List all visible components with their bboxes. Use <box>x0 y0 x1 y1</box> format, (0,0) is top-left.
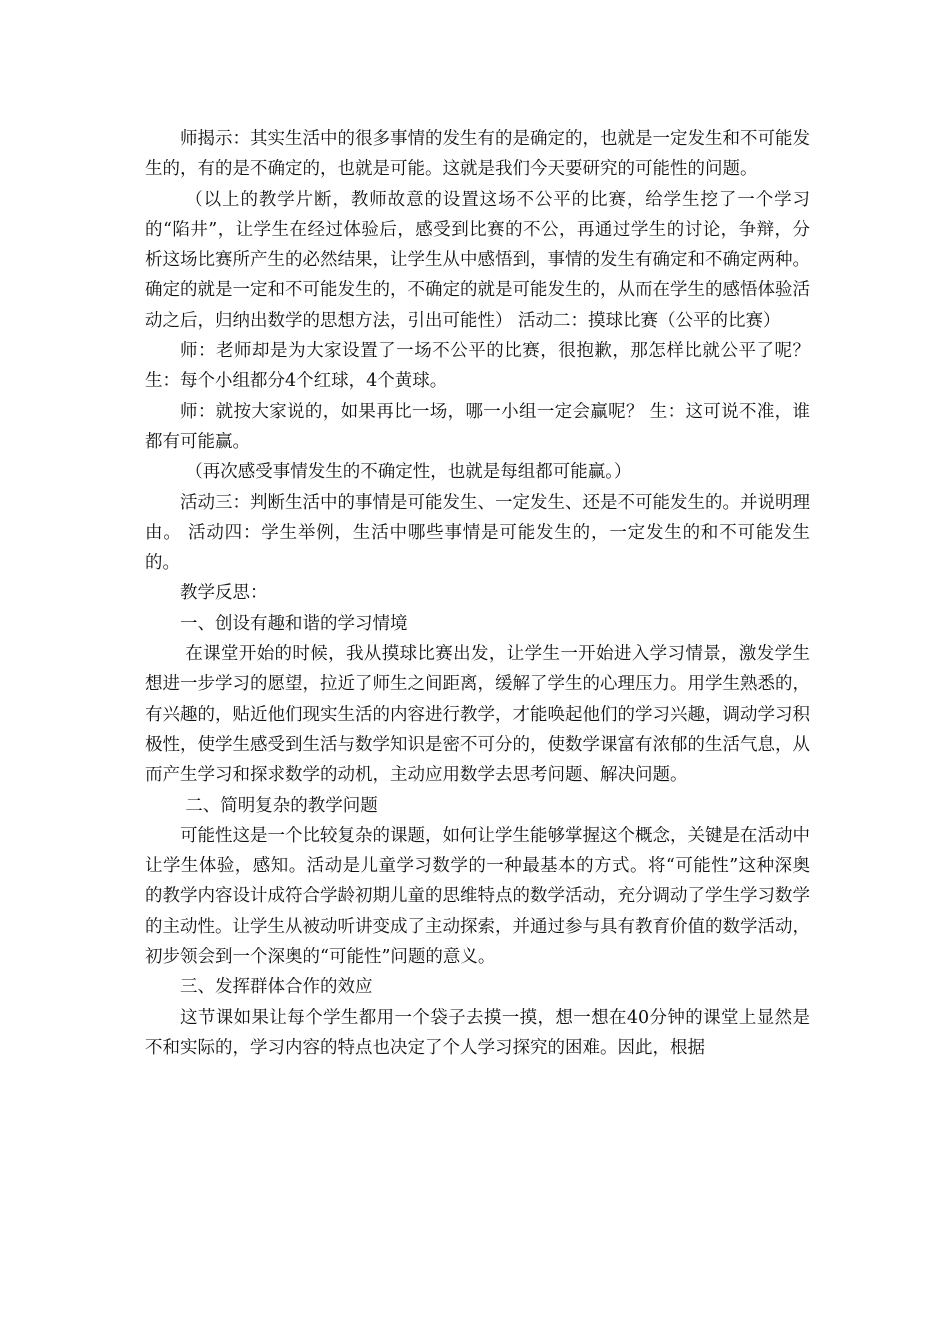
paragraph-activities: 活动三：判断生活中的事情是可能发生、一定发生、还是不可能发生的。并说明理由。 活动四：学生举例，生活中哪些事情是可能发生的，一定发生的和不可能发生的。 <box>145 492 810 574</box>
paragraph-uncertainty-note: （再次感受事情发生的不确定性，也就是每组都可能赢。） <box>185 462 632 483</box>
heading-section-three: 三、发挥群体合作的效应 <box>180 977 373 998</box>
paragraph-commentary: （以上的教学片断，教师故意的设置这场不公平的比赛，给学生挖了一个学习的“陷井”，让学生在经过体验后，感受到比赛的不公，再通过学生的讨论，争辩，分析这场比赛所产生的必然结果，让学生从中感悟到，事情的发生有确定和不确定两种。确定的就是一定和不可能发生的，不确定的就是可能发生的，从而在学生的感悟体验活动之后，归纳出数学的思想方法，引出可能性） 活动二：摸球比赛（公平的比赛） <box>145 189 810 331</box>
paragraph-dialogue-fair: 师：老师却是为大家设置了一场不公平的比赛，很抱歉，那怎样比就公平了呢？ 生：每个小组都分4个红球，4个黄球。 <box>145 341 810 392</box>
heading-section-one: 一、创设有趣和谐的学习情境 <box>180 613 408 634</box>
paragraph-section-one: 在课堂开始的时候，我从摸球比赛出发，让学生一开始进入学习情景，激发学生想进一步学习的愿望，拉近了师生之间距离，缓解了学生的心理压力。用学生熟悉的，有兴趣的，贴近他们现实生活的内容进行教学，才能唤起他们的学习兴趣，调动学习积极性，使学生感受到生活与数学知识是密不可分的，使数学课富有浓郁的生活气息，从而产生学习和探求数学的动机，主动应用数学去思考问题、解决问题。 <box>145 644 810 786</box>
heading-reflection: 教学反思： <box>180 583 268 604</box>
paragraph-teacher-reveal: 师揭示：其实生活中的很多事情的发生有的是确定的，也就是一定发生和不可能发生的，有的是不确定的，也就是可能。这就是我们今天要研究的可能性的问题。 <box>145 129 810 180</box>
paragraph-section-two: 可能性这是一个比较复杂的课题，如何让学生能够掌握这个概念，关键是在活动中让学生体验，感知。活动是儿童学习数学的一种最基本的方式。将“可能性”这种深奥的教学内容设计成符合学龄初期儿童的思维特点的数学活动，充分调动了学生学习数学的主动性。让学生从被动听讲变成了主动探索，并通过参与具有教育价值的数学活动，初步领会到一个深奥的“可能性”问题的意义。 <box>145 825 810 968</box>
document-page <box>145 124 810 1063</box>
paragraph-dialogue-rematch: 师：就按大家说的，如果再比一场，哪一小组一定会赢呢？ 生：这可说不准，谁都有可能赢。 <box>145 401 810 452</box>
heading-section-two: 二、简明复杂的教学问题 <box>185 795 378 816</box>
paragraph-section-three: 这节课如果让每个学生都用一个袋子去摸一摸，想一想在40分钟的课堂上显然是不和实际的，学习内容的特点也决定了个人学习探究的困难。因此，根据 <box>145 1007 810 1058</box>
